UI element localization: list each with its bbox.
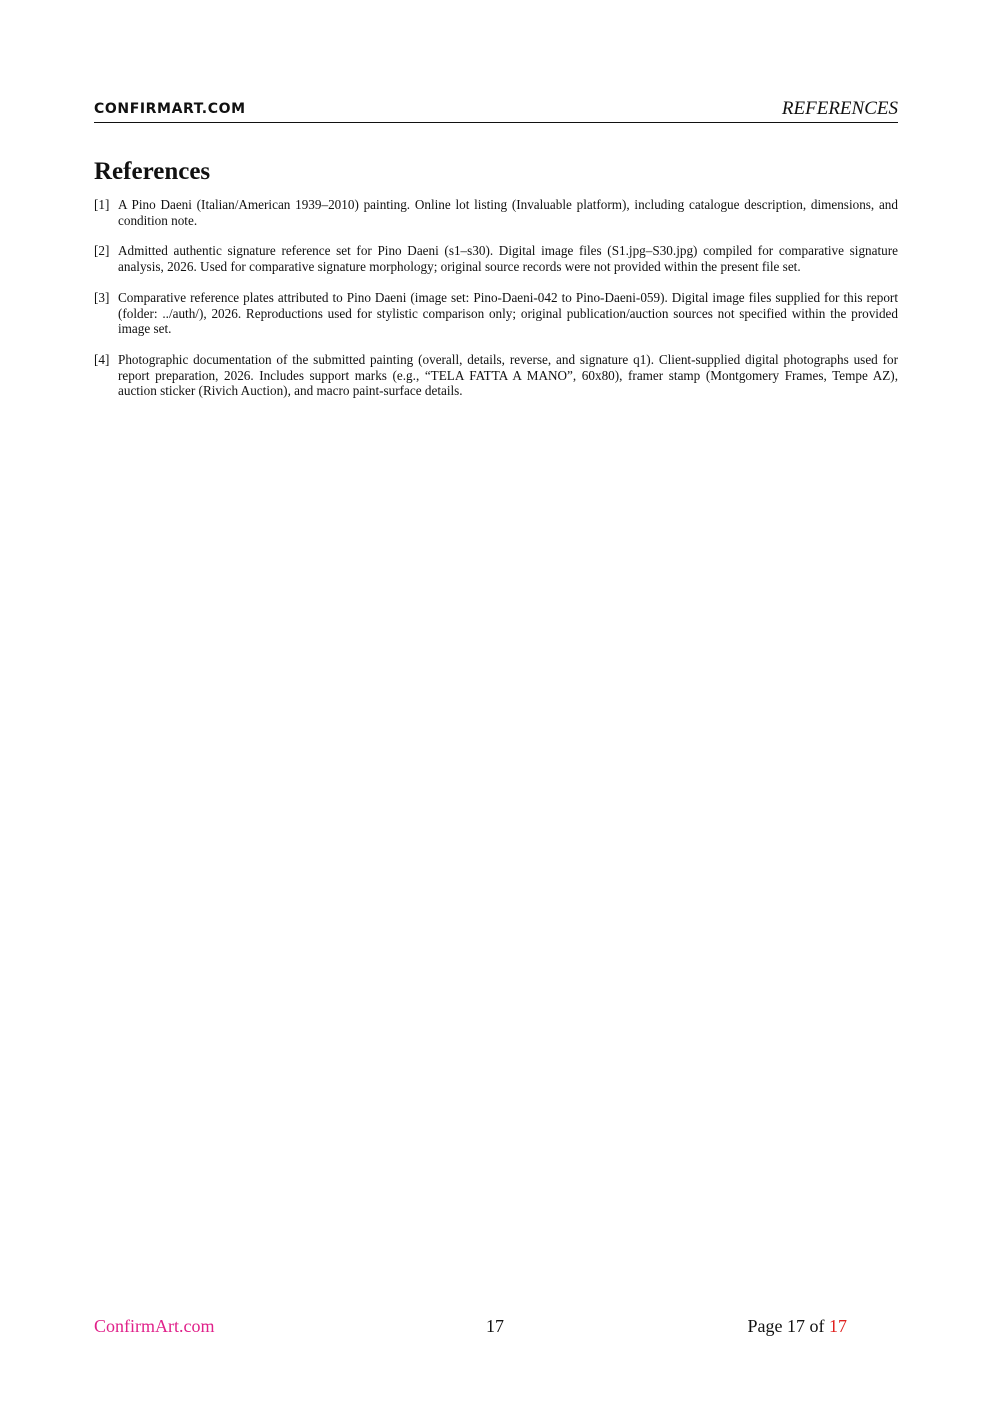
page-header	[94, 98, 898, 123]
reference-item	[94, 290, 898, 337]
footer-page-prefix: Page 17 of	[747, 1316, 825, 1336]
reference-text: A Pino Daeni (Italian/American 1939–2010) painting. Online lot listing (Invaluable platform), including catalogue description, dimensions, and condition note.	[118, 197, 898, 228]
header-section-title: REFERENCES	[781, 98, 898, 119]
reference-number: [1]	[94, 197, 110, 212]
reference-text: Photographic documentation of the submitted painting (overall, details, reverse, and signature q1). Client-supplied digital photographs used for report preparation, 2026. Includes support marks (e.g., “TELA FATTA A MANO”, 60x80), framer stamp (Montgomery Frames, Tempe AZ), auction sticker (Rivich Auction), and macro paint-surface details.	[118, 351, 898, 399]
reference-item	[94, 243, 898, 274]
footer-page-indicator	[748, 1315, 847, 1337]
page-footer	[94, 1315, 854, 1339]
reference-number: [4]	[94, 351, 110, 367]
confirmart-logo: CONFIRMART.COM	[94, 101, 246, 117]
reference-list	[94, 197, 898, 414]
reference-item	[94, 352, 898, 399]
reference-text: Admitted authentic signature reference set for Pino Daeni (s1–s30). Digital image files (S1.jpg–S30.jpg) compiled for comparative signature analysis, 2026. Used for comparative signature morphology; original source records were not provided within the present file set.	[118, 243, 898, 275]
footer-page-total-link[interactable]: 17	[829, 1316, 847, 1336]
footer-page-number: 17	[486, 1316, 504, 1336]
reference-number: [2]	[94, 243, 110, 259]
reference-item	[94, 197, 898, 228]
reference-number: [3]	[94, 289, 110, 305]
footer-site-link[interactable]: ConfirmArt.com	[94, 1316, 215, 1336]
reference-text: Comparative reference plates attributed to Pino Daeni (image set: Pino-Daeni-042 to Pino-Daeni-059). Digital image files supplied for this report (folder: ../auth/), 2026. Reproductions used for stylistic comparison only; original publication/auction sources not specified within the provided image set.	[118, 289, 898, 337]
page-title: References	[94, 158, 211, 185]
